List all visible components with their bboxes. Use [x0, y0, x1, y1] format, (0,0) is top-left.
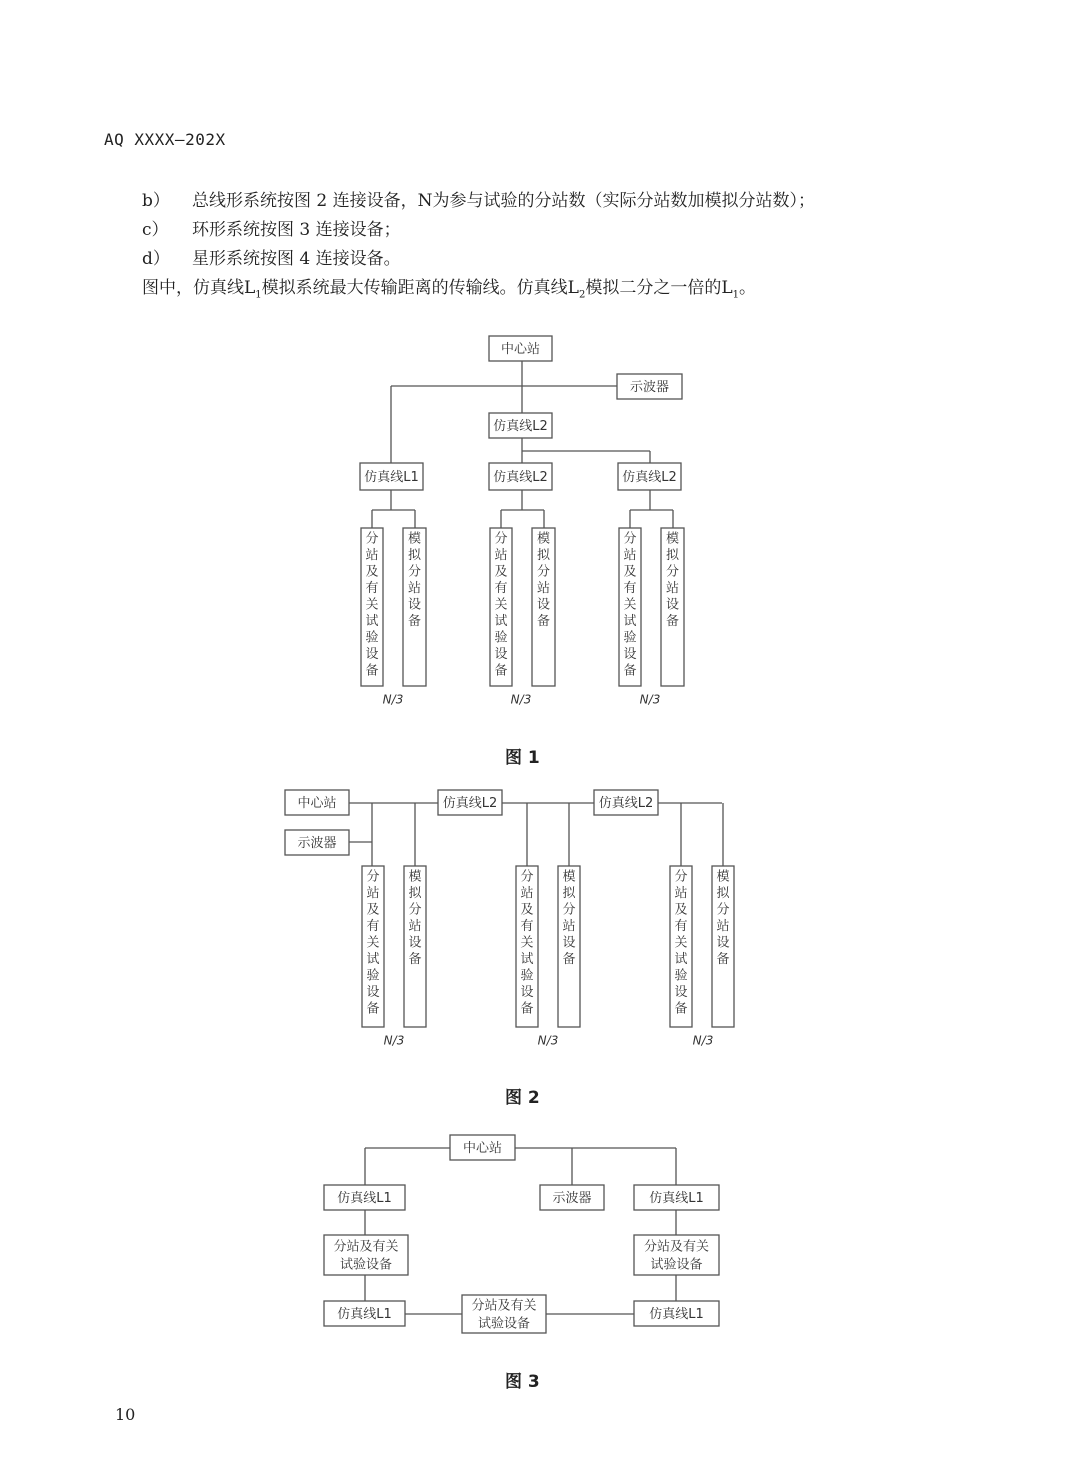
sim-line-box-label: 仿真线L1 — [364, 470, 419, 485]
simulated-substation-box-char: 站 — [665, 581, 680, 596]
simulated-substation-box-char: 备 — [407, 614, 422, 629]
substation-equipment-box-char: 及 — [365, 564, 379, 580]
simulated-substation-box-char: 模 — [536, 531, 551, 547]
simulated-substation-box-char: 分 — [562, 902, 576, 918]
substation-equipment-box-char: 验 — [365, 630, 379, 646]
substation-equipment-box-char: 备 — [520, 1001, 534, 1017]
substation-equipment-box-char: 备 — [365, 663, 379, 679]
substation-equipment-box-char: 站 — [366, 886, 380, 901]
substation-equipment-box-char: 有 — [520, 919, 534, 934]
substation-equipment-box-char: 验 — [623, 630, 637, 646]
n-over-3-label: N/3 — [692, 1033, 714, 1048]
substation-equipment-box-char: 试 — [674, 952, 688, 967]
substation-equipment-box-char: 分 — [494, 531, 508, 547]
substation-equipment-box-char: 站 — [494, 548, 508, 563]
substation-equipment-box-char: 站 — [623, 548, 637, 563]
simulated-substation-box-char: 拟 — [562, 886, 576, 901]
substation-equipment-box-char: 分 — [623, 531, 637, 547]
substation-equipment-box-char: 验 — [520, 968, 534, 984]
n-over-3-label: N/3 — [383, 1033, 405, 1048]
simulated-substation-box-char: 备 — [536, 614, 551, 629]
substation-equipment-box-char: 设 — [520, 985, 534, 1000]
substation-equipment-box-char: 关 — [366, 935, 380, 951]
center-station-box-label: 中心站 — [297, 796, 337, 811]
simulated-substation-box-char: 备 — [562, 952, 576, 967]
figure-2-caption: 图 2 — [505, 1088, 540, 1108]
sim-line-l2-box-label: 仿真线L2 — [493, 419, 548, 434]
simulated-substation-box-char: 拟 — [407, 548, 422, 563]
simulated-substation-box-char: 设 — [562, 935, 576, 951]
simulated-substation-box-char: 站 — [407, 581, 422, 596]
figure-3-caption: 图 3 — [505, 1372, 540, 1392]
n-over-3-label: N/3 — [537, 1033, 559, 1048]
simulated-substation-box-char: 站 — [716, 919, 730, 934]
simulated-substation-box-char: 分 — [407, 564, 422, 580]
oscilloscope-box-label: 示波器 — [629, 380, 670, 395]
simulated-substation-box-char: 设 — [407, 597, 422, 613]
substation-equipment-box-char: 验 — [494, 630, 508, 646]
substation-equipment-box-char: 关 — [674, 935, 688, 951]
sim-line-box-label: 仿真线L2 — [622, 470, 677, 485]
simulated-substation-box-char: 设 — [716, 935, 730, 951]
simulated-substation-box-char: 分 — [665, 564, 680, 580]
substation-equipment-box-char: 站 — [365, 548, 379, 563]
substation-equipment-box-char: 分 — [674, 869, 688, 885]
simulated-substation-box-char: 备 — [716, 952, 730, 967]
simulated-substation-box-char: 站 — [536, 581, 551, 596]
substation-equipment-box-char: 及 — [366, 902, 380, 918]
substation-equipment-box-char: 设 — [365, 647, 379, 662]
list-marker: d） — [142, 249, 170, 269]
substation-equipment-box-char: 验 — [366, 968, 380, 984]
substation-equipment-box-char: 备 — [494, 663, 508, 679]
substation-equipment-box-label: 试验设备 — [477, 1316, 531, 1332]
simulated-substation-box-char: 备 — [665, 614, 680, 629]
sim-line-l1-box-label: 仿真线L1 — [649, 1307, 704, 1322]
page-number: 10 — [115, 1405, 136, 1424]
simulated-substation-box-char: 模 — [665, 531, 680, 547]
simulated-substation-box-char: 备 — [408, 952, 422, 967]
substation-equipment-box-char: 关 — [520, 935, 534, 951]
substation-equipment-box-char: 备 — [623, 663, 637, 679]
substation-equipment-box-char: 关 — [365, 597, 379, 613]
simulated-substation-box-char: 拟 — [665, 548, 680, 563]
substation-equipment-box-char: 试 — [366, 952, 380, 967]
center-station-box-label: 中心站 — [500, 342, 541, 357]
simulated-substation-box-char: 拟 — [408, 886, 422, 901]
sim-line-l2-box-label: 仿真线L2 — [598, 796, 654, 811]
simulated-substation-box-char: 站 — [408, 919, 422, 934]
simulated-substation-box-char: 分 — [408, 902, 422, 918]
substation-equipment-box-char: 设 — [366, 985, 380, 1000]
substation-equipment-box-char: 试 — [520, 952, 534, 967]
substation-equipment-box-char: 分 — [365, 531, 379, 547]
substation-equipment-box-char: 试 — [365, 614, 379, 629]
substation-equipment-box-label: 试验设备 — [339, 1257, 393, 1273]
substation-equipment-box-char: 有 — [494, 581, 508, 596]
center-station-box-label: 中心站 — [462, 1141, 503, 1156]
list-text: 总线形系统按图 2 连接设备，N为参与试验的分站数（实际分站数加模拟分站数）； — [192, 191, 815, 211]
sim-line-box-label: 仿真线L2 — [493, 470, 548, 485]
figure-note: 图中，仿真线$L_1$模拟系统最大传输距离的传输线。仿真线$L_2$模拟二分之一倍的$L_1$。 — [142, 278, 757, 301]
substation-equipment-box-char: 关 — [623, 597, 637, 613]
simulated-substation-box-char: 拟 — [536, 548, 551, 563]
list-text: 星形系统按图 4 连接设备。 — [192, 249, 401, 269]
simulated-substation-box-char: 模 — [562, 869, 576, 885]
simulated-substation-box-char: 拟 — [716, 886, 730, 901]
substation-equipment-box-char: 设 — [674, 985, 688, 1000]
substation-equipment-box-label: 分站及有关 — [333, 1239, 399, 1255]
simulated-substation-box-char: 模 — [408, 869, 422, 885]
figure-1-caption: 图 1 — [505, 748, 540, 768]
substation-equipment-box-char: 及 — [520, 902, 534, 918]
substation-equipment-box-char: 站 — [674, 886, 688, 901]
sim-line-l1-box-label: 仿真线L1 — [337, 1191, 392, 1206]
substation-equipment-box-char: 有 — [365, 581, 379, 596]
simulated-substation-box-char: 模 — [407, 531, 422, 547]
substation-equipment-box-char: 备 — [366, 1001, 380, 1017]
substation-equipment-box-char: 站 — [520, 886, 534, 901]
substation-equipment-box-char: 有 — [674, 919, 688, 934]
substation-equipment-box-char: 分 — [366, 869, 380, 885]
substation-equipment-box-char: 有 — [623, 581, 637, 596]
substation-equipment-box-char: 设 — [494, 647, 508, 662]
n-over-3-label: N/3 — [382, 692, 404, 707]
substation-equipment-box-label: 分站及有关 — [643, 1239, 710, 1255]
substation-equipment-box-char: 及 — [623, 564, 637, 580]
substation-equipment-box-label: 试验设备 — [650, 1257, 703, 1273]
simulated-substation-box-char: 分 — [716, 902, 730, 918]
substation-equipment-box-char: 及 — [494, 564, 508, 580]
simulated-substation-box-char: 设 — [408, 935, 422, 951]
list-marker: c） — [142, 220, 169, 240]
substation-equipment-box-char: 有 — [366, 919, 380, 934]
substation-equipment-box-char: 试 — [494, 614, 508, 629]
simulated-substation-box-char: 站 — [562, 919, 576, 934]
list-text: 环形系统按图 3 连接设备； — [192, 220, 401, 240]
substation-equipment-box-char: 设 — [623, 647, 637, 662]
oscilloscope-box-label: 示波器 — [552, 1191, 592, 1206]
substation-equipment-box-char: 分 — [520, 869, 534, 885]
sim-line-l1-box-label: 仿真线L1 — [337, 1307, 392, 1322]
sim-line-l2-box-label: 仿真线L2 — [442, 796, 498, 811]
simulated-substation-box-char: 设 — [665, 597, 680, 613]
substation-equipment-box-char: 试 — [623, 614, 637, 629]
n-over-3-label: N/3 — [639, 692, 661, 707]
substation-equipment-box-char: 备 — [674, 1001, 688, 1017]
oscilloscope-box-label: 示波器 — [297, 836, 337, 851]
list-marker: b） — [142, 191, 170, 211]
simulated-substation-box-char: 分 — [536, 564, 551, 580]
document-code: AQ XXXX—202X — [104, 130, 226, 149]
substation-equipment-box-char: 关 — [494, 597, 508, 613]
substation-equipment-box-label: 分站及有关 — [471, 1298, 537, 1314]
simulated-substation-box-char: 模 — [716, 869, 730, 885]
sim-line-l1-box-label: 仿真线L1 — [649, 1191, 704, 1206]
n-over-3-label: N/3 — [510, 692, 532, 707]
simulated-substation-box-char: 设 — [536, 597, 551, 613]
substation-equipment-box-char: 及 — [674, 902, 688, 918]
substation-equipment-box-char: 验 — [674, 968, 688, 984]
